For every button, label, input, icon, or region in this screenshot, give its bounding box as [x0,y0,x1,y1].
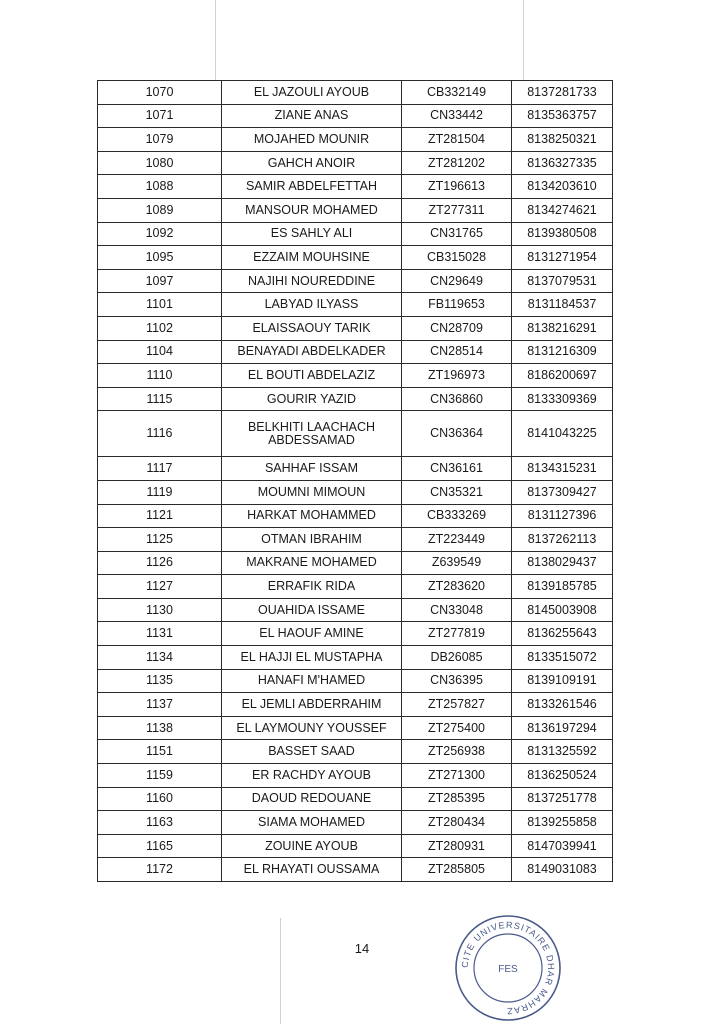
student-name-cell: BELKHITI LAACHACH ABDESSAMAD [222,411,402,457]
id-card-cell: CB315028 [402,246,512,270]
id-card-cell: ZT283620 [402,575,512,599]
student-name-cell: GOURIR YAZID [222,387,402,411]
id-card-cell: CN35321 [402,480,512,504]
student-name-cell: LABYAD ILYASS [222,293,402,317]
table-row [98,104,613,128]
table-row [98,151,613,175]
id-card-cell: DB26085 [402,646,512,670]
scan-fold-line [280,918,281,1024]
row-number-cell: 1165 [98,834,222,858]
student-code-cell: 8149031083 [512,858,613,882]
student-name-cell: ZOUINE AYOUB [222,834,402,858]
table-row [98,411,613,457]
id-card-cell: CN36364 [402,411,512,457]
row-number-cell: 1088 [98,175,222,199]
student-name-cell: MOJAHED MOUNIR [222,128,402,152]
id-card-cell: CB333269 [402,504,512,528]
student-code-cell: 8133309369 [512,387,613,411]
student-name-cell: EZZAIM MOUHSINE [222,246,402,270]
table-row [98,622,613,646]
id-card-cell: ZT281202 [402,151,512,175]
row-number-cell: 1172 [98,858,222,882]
row-number-cell: 1135 [98,669,222,693]
id-card-cell: FB119653 [402,293,512,317]
table-row [98,693,613,717]
student-code-cell: 8137079531 [512,269,613,293]
id-card-cell: CN29649 [402,269,512,293]
row-number-cell: 1089 [98,198,222,222]
table-row [98,764,613,788]
row-number-cell: 1080 [98,151,222,175]
id-card-cell: ZT257827 [402,693,512,717]
table-row [98,646,613,670]
row-number-cell: 1125 [98,528,222,552]
student-name-cell: SAHHAF ISSAM [222,457,402,481]
student-name-cell: SAMIR ABDELFETTAH [222,175,402,199]
id-card-cell: CN36395 [402,669,512,693]
id-card-cell: ZT196613 [402,175,512,199]
row-number-cell: 1151 [98,740,222,764]
id-card-cell: CN33048 [402,598,512,622]
id-card-cell: ZT271300 [402,764,512,788]
row-number-cell: 1127 [98,575,222,599]
student-name-cell: EL LAYMOUNY YOUSSEF [222,716,402,740]
student-name-cell: NAJIHI NOUREDDINE [222,269,402,293]
id-card-cell: CN36860 [402,387,512,411]
row-number-cell: 1137 [98,693,222,717]
id-card-cell: ZT277819 [402,622,512,646]
id-card-cell: CB332149 [402,81,512,105]
table-row [98,528,613,552]
student-name-cell: ZIANE ANAS [222,104,402,128]
table-row [98,387,613,411]
table-body [98,81,613,882]
page-number: 14 [354,941,370,956]
id-card-cell: CN28709 [402,316,512,340]
student-code-cell: 8137281733 [512,81,613,105]
row-number-cell: 1097 [98,269,222,293]
student-name-cell: EL HAJJI EL MUSTAPHA [222,646,402,670]
student-name-cell: HARKAT MOHAMMED [222,504,402,528]
table-row [98,740,613,764]
student-code-cell: 8133515072 [512,646,613,670]
row-number-cell: 1092 [98,222,222,246]
student-code-cell: 8131216309 [512,340,613,364]
table-row [98,340,613,364]
student-code-cell: 8186200697 [512,364,613,388]
id-card-cell: CN33442 [402,104,512,128]
table-row [98,81,613,105]
table-row [98,246,613,270]
id-card-cell: ZT277311 [402,198,512,222]
table-row [98,551,613,575]
student-code-cell: 8136197294 [512,716,613,740]
student-code-cell: 8133261546 [512,693,613,717]
table-row [98,293,613,317]
student-name-cell: ER RACHDY AYOUB [222,764,402,788]
table-row [98,269,613,293]
student-name-cell: EL BOUTI ABDELAZIZ [222,364,402,388]
id-card-cell: ZT280434 [402,811,512,835]
row-number-cell: 1130 [98,598,222,622]
id-card-cell: ZT285395 [402,787,512,811]
student-code-cell: 8135363757 [512,104,613,128]
student-name-cell: DAOUD REDOUANE [222,787,402,811]
student-name-cell: OUAHIDA ISSAME [222,598,402,622]
id-card-cell: ZT280931 [402,834,512,858]
student-list-table [97,80,613,882]
row-number-cell: 1134 [98,646,222,670]
student-code-cell: 8139255858 [512,811,613,835]
table-row [98,669,613,693]
table-row [98,175,613,199]
id-card-cell: ZT281504 [402,128,512,152]
id-card-cell: CN28514 [402,340,512,364]
table-row [98,716,613,740]
row-number-cell: 1117 [98,457,222,481]
row-number-cell: 1126 [98,551,222,575]
student-name-cell: ERRAFIK RIDA [222,575,402,599]
table-row [98,128,613,152]
student-code-cell: 8134274621 [512,198,613,222]
row-number-cell: 1104 [98,340,222,364]
row-number-cell: 1070 [98,81,222,105]
table-row [98,858,613,882]
student-code-cell: 8131127396 [512,504,613,528]
id-card-cell: ZT196973 [402,364,512,388]
student-code-cell: 8134315231 [512,457,613,481]
student-code-cell: 8136327335 [512,151,613,175]
row-number-cell: 1079 [98,128,222,152]
row-number-cell: 1102 [98,316,222,340]
table-row [98,787,613,811]
id-card-cell: ZT285805 [402,858,512,882]
student-code-cell: 8147039941 [512,834,613,858]
table-row [98,480,613,504]
student-code-cell: 8131271954 [512,246,613,270]
stamp-center-text: FES [498,964,518,975]
student-code-cell: 8145003908 [512,598,613,622]
row-number-cell: 1119 [98,480,222,504]
student-code-cell: 8131325592 [512,740,613,764]
student-name-cell: BASSET SAAD [222,740,402,764]
student-name-cell: GAHCH ANOIR [222,151,402,175]
student-code-cell: 8134203610 [512,175,613,199]
student-name-cell: MANSOUR MOHAMED [222,198,402,222]
student-name-cell: EL JEMLI ABDERRAHIM [222,693,402,717]
table-row [98,222,613,246]
student-code-cell: 8138250321 [512,128,613,152]
student-name-cell: EL JAZOULI AYOUB [222,81,402,105]
table-row [98,575,613,599]
row-number-cell: 1115 [98,387,222,411]
student-name-cell: ELAISSAOUY TARIK [222,316,402,340]
student-name-cell: BENAYADI ABDELKADER [222,340,402,364]
id-card-cell: ZT223449 [402,528,512,552]
row-number-cell: 1163 [98,811,222,835]
row-number-cell: 1116 [98,411,222,457]
stamp-outer-text: CITE UNIVERSITAIRE DHAR MAHRAZ [459,919,557,1017]
student-name-cell: MAKRANE MOHAMED [222,551,402,575]
student-name-cell: HANAFI M'HAMED [222,669,402,693]
student-code-cell: 8139380508 [512,222,613,246]
table-row [98,598,613,622]
scan-fold-line [215,0,216,80]
student-code-cell: 8136250524 [512,764,613,788]
row-number-cell: 1071 [98,104,222,128]
scan-fold-line [523,0,524,80]
row-number-cell: 1110 [98,364,222,388]
row-number-cell: 1101 [98,293,222,317]
student-code-cell: 8138029437 [512,551,613,575]
student-name-cell: MOUMNI MIMOUN [222,480,402,504]
id-card-cell: Z639549 [402,551,512,575]
student-name-cell: OTMAN IBRAHIM [222,528,402,552]
row-number-cell: 1121 [98,504,222,528]
table-row [98,457,613,481]
row-number-cell: 1159 [98,764,222,788]
student-name-cell: ES SAHLY ALI [222,222,402,246]
student-code-cell: 8139109191 [512,669,613,693]
student-name-cell: SIAMA MOHAMED [222,811,402,835]
table-row [98,504,613,528]
student-name-cell: EL HAOUF AMINE [222,622,402,646]
student-code-cell: 8137262113 [512,528,613,552]
student-code-cell: 8137309427 [512,480,613,504]
row-number-cell: 1095 [98,246,222,270]
university-stamp [452,912,564,1024]
row-number-cell: 1131 [98,622,222,646]
id-card-cell: CN31765 [402,222,512,246]
student-code-cell: 8141043225 [512,411,613,457]
table-row [98,834,613,858]
student-code-cell: 8138216291 [512,316,613,340]
table-row [98,364,613,388]
id-card-cell: ZT256938 [402,740,512,764]
table-row [98,811,613,835]
table-row [98,198,613,222]
student-code-cell: 8137251778 [512,787,613,811]
row-number-cell: 1138 [98,716,222,740]
student-code-cell: 8139185785 [512,575,613,599]
table-row [98,316,613,340]
id-card-cell: ZT275400 [402,716,512,740]
row-number-cell: 1160 [98,787,222,811]
id-card-cell: CN36161 [402,457,512,481]
student-name-cell: EL RHAYATI OUSSAMA [222,858,402,882]
student-code-cell: 8131184537 [512,293,613,317]
student-code-cell: 8136255643 [512,622,613,646]
